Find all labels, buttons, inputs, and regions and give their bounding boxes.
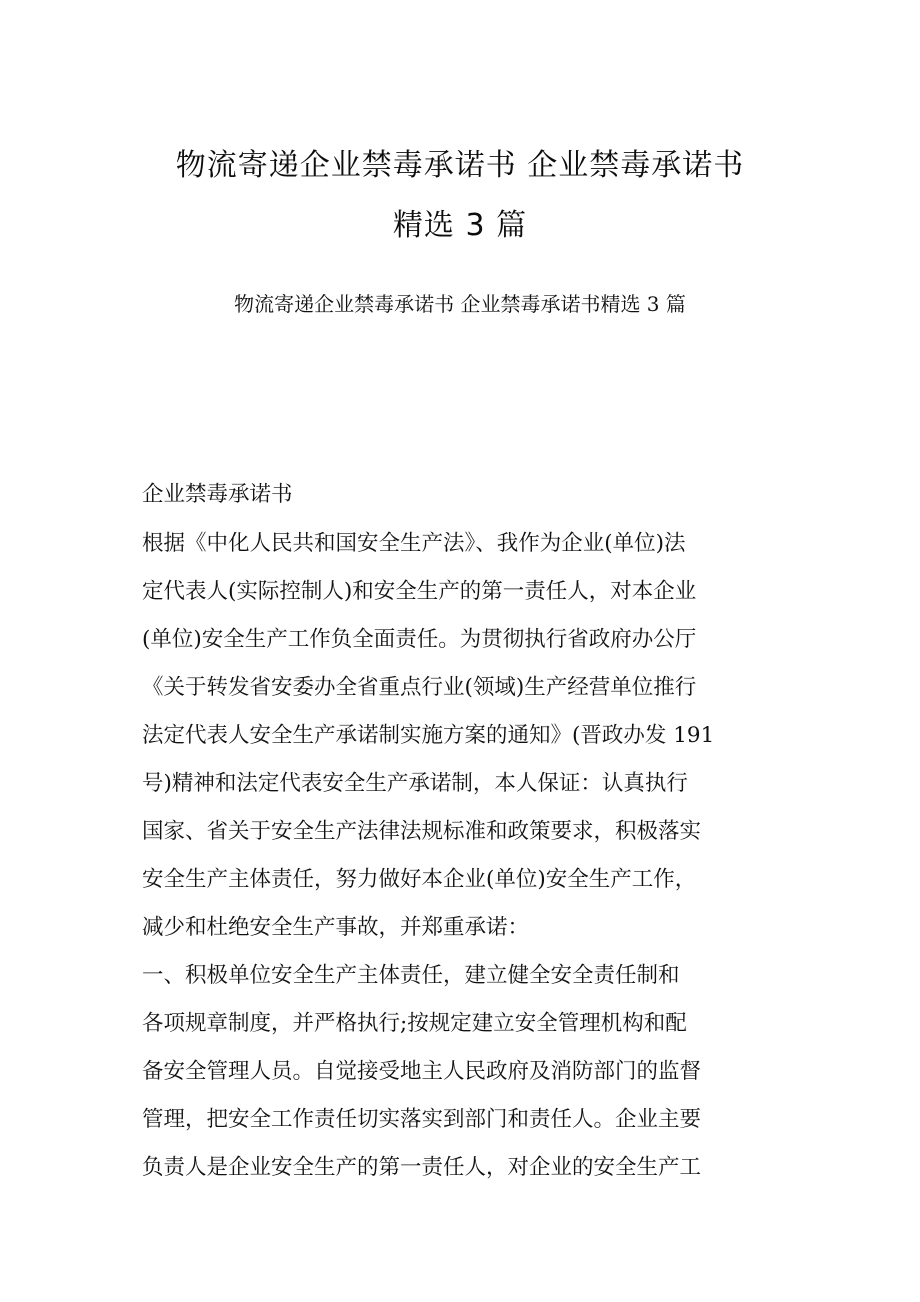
body-line: 《关于转发省安委办全省重点行业(领域)生产经营单位推行 [142,675,697,700]
body-line: 备安全管理人员。自觉接受地主人民政府及消防部门的监督 [142,1059,702,1084]
body-line: 负责人是企业安全生产的第一责任人，对企业的安全生产工 [142,1155,702,1180]
body-line: (单位)安全生产工作负全面责任。为贯彻执行省政府办公厅 [142,627,697,652]
body-line: 法定代表人安全生产承诺制实施方案的通知》(晋政办发 191 [142,723,715,748]
body-line: 根据《中化人民共和国安全生产法》、我作为企业(单位)法 [142,531,686,556]
document-title-line-2: 精选 3 篇 [392,208,528,243]
body-line: 各项规章制度，并严格执行;按规定建立安全管理机构和配 [142,1011,687,1036]
body-line: 一、积极单位安全生产主体责任，建立健全安全责任制和 [142,963,680,988]
body-line: 安全生产主体责任，努力做好本企业(单位)安全生产工作， [142,867,697,892]
body-line: 管理，把安全工作责任切实落实到部门和责任人。企业主要 [142,1107,702,1132]
body-line: 号)精神和法定代表安全生产承诺制，本人保证：认真执行 [142,771,688,796]
section-heading: 企业禁毒承诺书 [142,482,293,507]
document-title-line-1: 物流寄递企业禁毒承诺书 企业禁毒承诺书 [175,148,745,183]
body-line: 减少和杜绝安全生产事故，并郑重承诺： [142,915,530,940]
document-subtitle: 物流寄递企业禁毒承诺书 企业禁毒承诺书精选 3 篇 [234,292,686,316]
body-line: 定代表人(实际控制人)和安全生产的第一责任人，对本企业 [142,579,697,604]
body-line: 国家、省关于安全生产法律法规标准和政策要求，积极落实 [142,819,702,844]
